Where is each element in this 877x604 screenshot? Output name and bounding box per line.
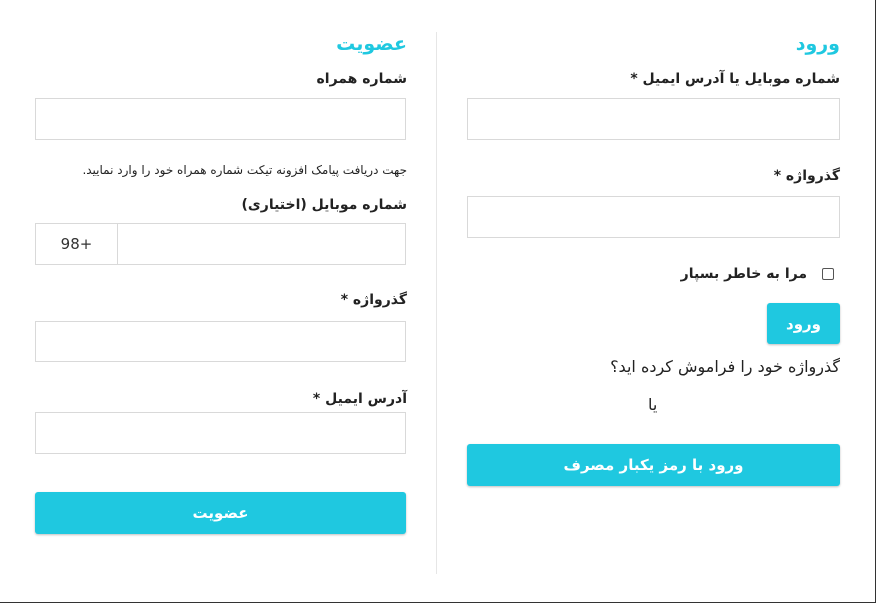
register-mobile-label: شماره موبایل (اختیاری) — [241, 197, 407, 213]
mobile-field — [35, 223, 406, 265]
country-code: 98+ — [36, 224, 118, 264]
register-phone-label: شماره همراه — [316, 71, 407, 87]
login-title: ورود — [795, 33, 840, 55]
login-submit-button[interactable]: ورود — [767, 303, 840, 344]
register-mobile-input[interactable] — [118, 224, 405, 264]
or-separator: یا — [648, 395, 658, 414]
remember-me-label: مرا به خاطر بسپار — [680, 266, 807, 282]
register-email-input[interactable] — [35, 412, 406, 454]
login-username-input[interactable] — [467, 98, 840, 140]
register-password-label: گذرواژه * — [340, 292, 407, 308]
login-username-label: شماره موبایل یا آدرس ایمیل * — [630, 71, 840, 87]
login-password-label: گذرواژه * — [773, 168, 840, 184]
register-submit-button[interactable]: عضویت — [35, 492, 406, 534]
login-password-input[interactable] — [467, 196, 840, 238]
remember-me-checkbox[interactable] — [822, 268, 834, 280]
register-title: عضویت — [336, 33, 407, 55]
column-divider — [436, 32, 437, 574]
register-email-label: آدرس ایمیل * — [312, 391, 407, 407]
forgot-password-link[interactable]: گذرواژه خود را فراموش کرده اید؟ — [610, 357, 840, 376]
register-password-input[interactable] — [35, 321, 406, 362]
register-phone-input[interactable] — [35, 98, 406, 140]
sms-note: جهت دریافت پیامک افزونه تیکت شماره همراه خود را وارد نمایید. — [82, 163, 407, 177]
otp-login-button[interactable]: ورود با رمز یکبار مصرف — [467, 444, 840, 486]
